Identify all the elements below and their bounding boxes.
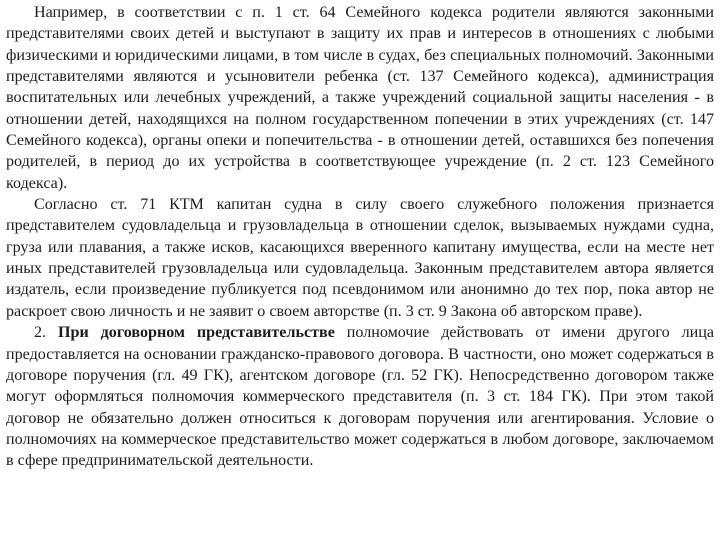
paragraph-family-code: Например, в соответствии с п. 1 ст. 64 Семейного кодекса родители являются законными представителями своих детей и выступают в защиту их прав и интересов в отношениях с любыми физическими и юридическими лицами, в том числе в судах, без специальных полномочий. Законными представителями являются и усыновители ребенка (ст. 137 Семейного кодекса), администрация воспитательных или лечебных учреждений, а также учреждений социальной защиты населения - в отношении детей, находящихся на полном государственном попечении в этих учреждениях (ст. 147 Семейного кодекса), органы опеки и попечительства - в отношении детей, оставшихся без попечения родителей, в период до их устройства в соответствующее учреждение (п. 2 ст. 123 Семейного кодекса). [6, 4, 714, 192]
paragraph-number: 2. [34, 324, 58, 342]
paragraph-contractual-representation [6, 322, 714, 471]
document-body [6, 2, 714, 472]
paragraph-text: полномочие действовать от имени другого лица предоставляется на основании гражданско-правового договора. В частности, оно может содержаться в договоре поручения (гл. 49 ГК), агентском договоре (гл. 52 ГК). Непосредственно договором также могут оформляться полномочия коммерческого представителя (п. 3 ст. 184 ГК). При этом такой договор не обязательно должен относиться к договорам поручения или агентирования. Условие о полномочиях на коммерческое представительство может содержаться в любом договоре, заключаемом в сфере предпринимательской деятельности. [6, 324, 714, 470]
bold-term: При договорном представительстве [57, 324, 335, 342]
paragraph-ktm-captain: Согласно ст. 71 КТМ капитан судна в силу своего служебного положения признается представителем судовладельца и грузовладельца в отношении сделок, вызываемых нуждами судна, груза или плавания, а также исков, касающихся вверенного капитану имущества, если на месте нет иных представителей грузовладельца или судовладельца. Законным представителем автора является издатель, если произведение публикуется под псевдонимом или анонимно до тех пор, пока автор не раскроет свою личность и не заявит о своем авторстве (п. 3 ст. 9 Закона об авторском праве). [6, 196, 714, 320]
